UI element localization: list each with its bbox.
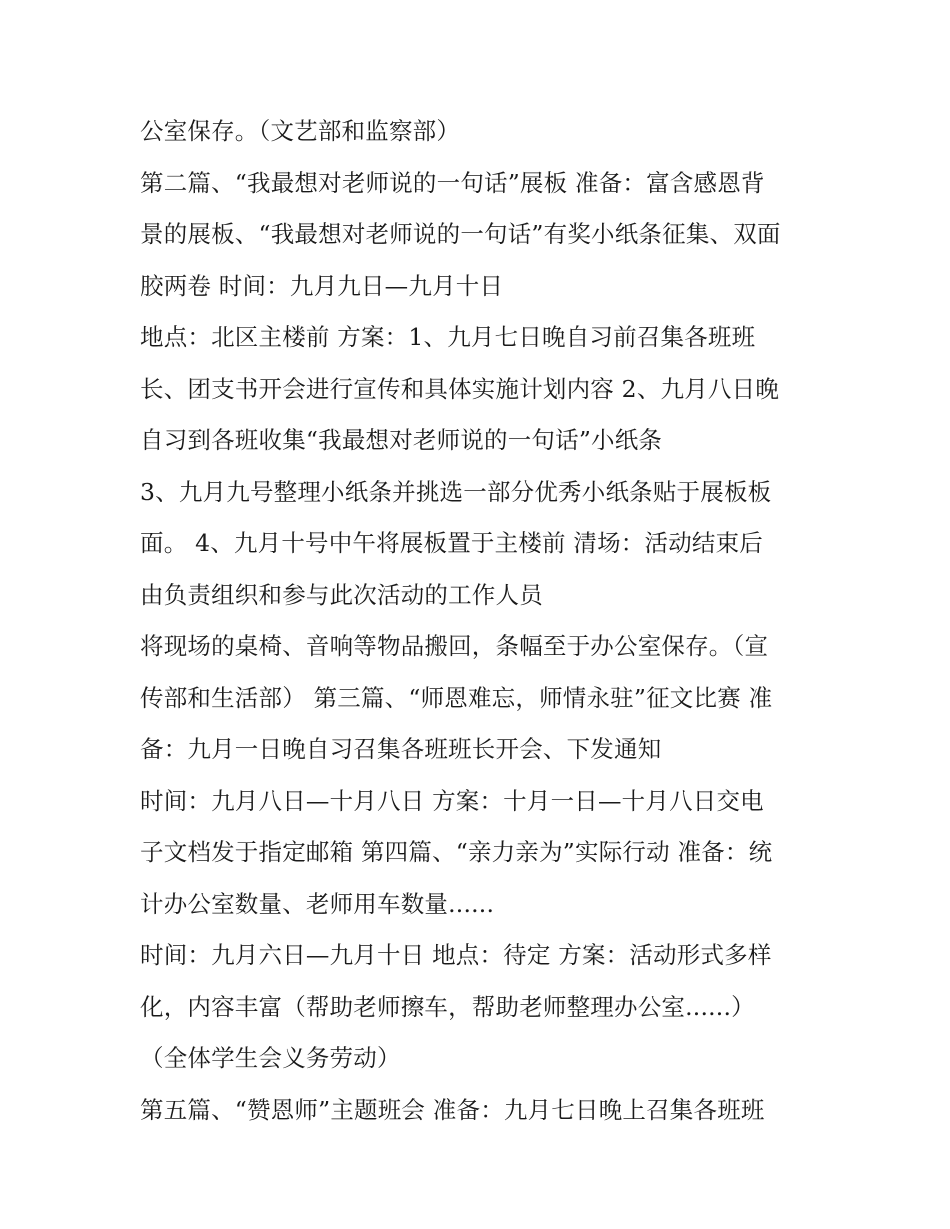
text-line: 第二篇、“我最想对老师说的一句话”展板 准备：富含感恩背 [140, 168, 765, 197]
text-line: 地点：北区主楼前 方案：1、九月七日晚自习前召集各班班 [140, 323, 756, 351]
text-line: 时间：九月六日—九月十日 地点：待定 方案：活动形式多样 [140, 941, 772, 969]
text-line: 自习到各班收集“我最想对老师说的一句话”小纸条 [140, 426, 663, 454]
text-line: 子文档发于指定邮箱 第四篇、“亲力亲为”实际行动 准备：统 [140, 838, 773, 866]
text-line: 第五篇、“赞恩师”主题班会 准备：九月七日晚上召集各班班 [140, 1095, 765, 1124]
text-line: （全体学生会义务劳动） [140, 1044, 401, 1072]
text-line: 面。 4、九月十号中午将展板置于主楼前 清场：活动结束后 [140, 529, 763, 557]
text-line: 化，内容丰富（帮助老师擦车，帮助老师整理办公室......） [140, 992, 755, 1021]
text-line: 将现场的桌椅、音响等物品搬回，条幅至于办公室保存。（宣 [140, 632, 769, 660]
text-line: 计办公室数量、老师用车数量...... [140, 889, 495, 918]
document-text-body [140, 106, 830, 1136]
text-line: 公室保存。（文艺部和监察部） [140, 117, 461, 145]
text-line: 传部和生活部） 第三篇、“师恩难忘，师情永驻”征文比赛 准 [140, 683, 773, 712]
text-line: 胶两卷 时间：九月九日—九月十日 [140, 271, 504, 300]
text-line: 长、团支书开会进行宣传和具体实施计划内容 2、九月八日晚 [140, 374, 780, 403]
text-line: 备：九月一日晚自习召集各班班长开会、下发通知 [140, 735, 662, 763]
text-line: 时间：九月八日—十月八日 方案：十月一日—十月八日交电 [140, 786, 764, 815]
text-line: 由负责组织和参与此次活动的工作人员 [140, 580, 543, 609]
text-line: 3、九月九号整理小纸条并挑选一部分优秀小纸条贴于展板板 [140, 477, 772, 506]
text-line: 景的展板、“我最想对老师说的一句话”有奖小纸条征集、双面 [140, 220, 781, 248]
